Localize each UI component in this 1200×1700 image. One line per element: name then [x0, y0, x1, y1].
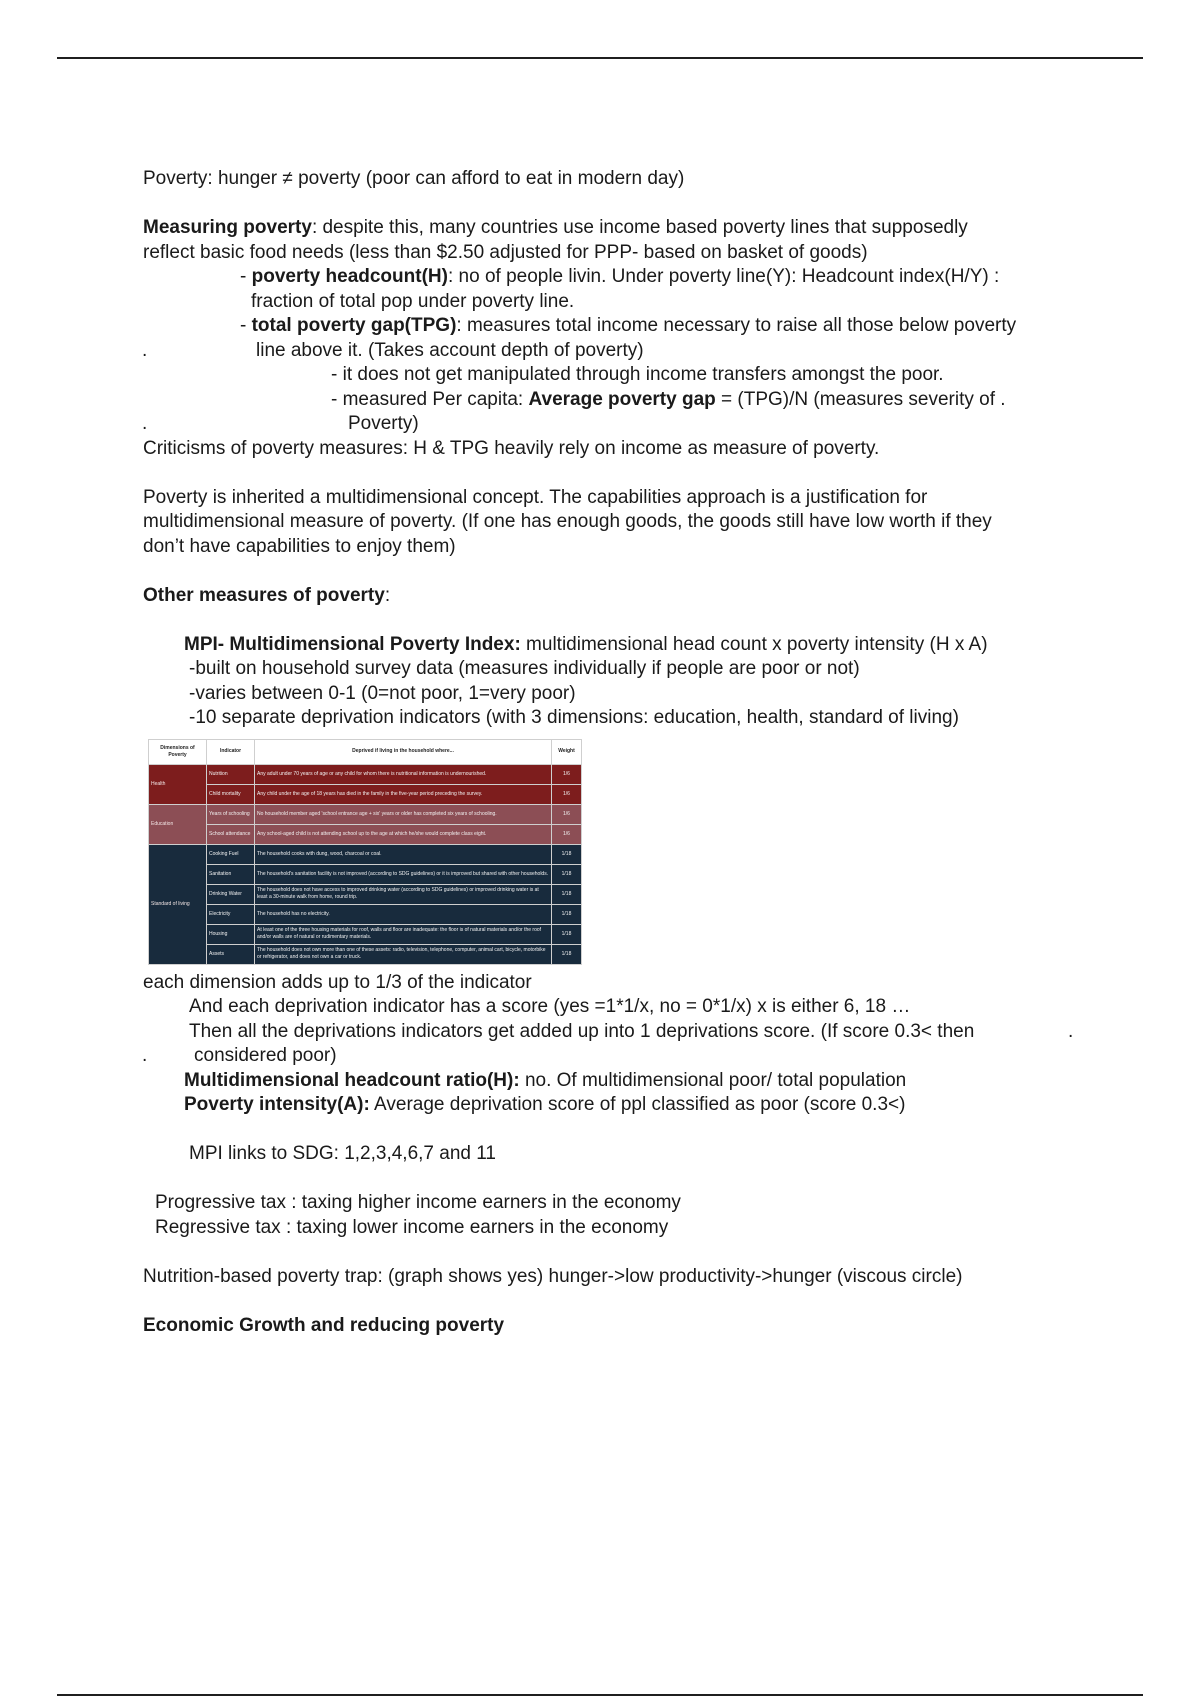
deprivation-cell: The household has no electricity.: [255, 904, 552, 924]
indicator-cell: Housing: [207, 924, 255, 944]
weight-cell: 1/18: [552, 884, 582, 904]
table-row: [149, 924, 582, 944]
table-row: [149, 844, 582, 864]
footer-rule: [57, 1694, 1143, 1696]
line-regressive-tax: Regressive tax : taxing lower income earners in the economy: [155, 1216, 669, 1238]
line-progressive-tax: Progressive tax : taxing higher income earners in the economy: [155, 1192, 681, 1213]
line-mpi-indicators: -10 separate deprivation indicators (with 3 dimensions: education, health, standard of living): [189, 707, 959, 728]
line-not-manipulated: - it does not get manipulated through income transfers amongst the poor.: [331, 364, 944, 385]
text-deprivation-score: Then all the deprivations indicators get added up into 1 deprivations score. (If score 0.3< then: [189, 1020, 975, 1042]
heading-economic-growth: Economic Growth and reducing poverty: [143, 1314, 505, 1336]
line-poverty-hunger: Poverty: hunger ≠ poverty (poor can afford to eat in modern day): [143, 168, 685, 189]
line-considered-poor: [143, 1044, 1103, 1069]
table-row: [149, 944, 582, 964]
dimension-education: Education: [149, 804, 207, 844]
line-fraction-total-pop: fraction of total pop under poverty line.: [251, 290, 575, 312]
weight-cell: 1/6: [552, 784, 582, 804]
deprivation-cell: At least one of the three housing materials for roof, walls and floor are inadequate: the floor is of natural materials and/or the roof and/or walls are of natural or rudimentary materials.: [255, 924, 552, 944]
text-poverty-headcount: : no of people livin. Under poverty line(Y): Headcount index(H/Y) :: [447, 266, 1000, 287]
weight-cell: 1/6: [552, 824, 582, 844]
table-header-dimension: Dimensions of Poverty: [149, 739, 207, 764]
line-total-poverty-gap: [143, 314, 1103, 339]
line-poverty-intensity: [143, 1093, 1103, 1118]
indicator-cell: Drinking Water: [207, 884, 255, 904]
weight-cell: 1/6: [552, 764, 582, 784]
stray-dot: .: [1068, 1020, 1074, 1042]
line-mpi-sdg: MPI links to SDG: 1,2,3,4,6,7 and 11: [189, 1143, 496, 1164]
line-basic-food-needs: reflect basic food needs (less than $2.50 adjusted for PPP- based on basket of goods): [143, 241, 868, 263]
indicator-cell: Sanitation: [207, 864, 255, 884]
term-headcount-ratio: Multidimensional headcount ratio(H):: [184, 1069, 520, 1091]
line-nutrition-trap: Nutrition-based poverty trap: (graph shows yes) hunger->low productivity->hunger (viscous circle): [143, 1265, 963, 1287]
text-colon: :: [384, 584, 391, 606]
deprivation-indicators-table: [148, 739, 582, 965]
line-multidimensional-2: multidimensional measure of poverty. (If one has enough goods, the goods still have low worth if they: [143, 511, 992, 532]
term-total-poverty-gap: total poverty gap(TPG): [251, 315, 457, 336]
deprivation-cell: The household's sanitation facility is not improved (according to SDG guidelines) or it is improved but shared with other households.: [255, 864, 552, 884]
stray-dot: .: [142, 413, 148, 434]
term-other-measures: Other measures of poverty: [143, 584, 385, 606]
line-poverty-headcount: [143, 265, 1103, 290]
line-mpi-range: -varies between 0-1 (0=not poor, 1=very poor): [189, 682, 576, 704]
text-mpi: multidimensional head count x poverty intensity (H x A): [520, 633, 988, 655]
page-content: [143, 167, 1103, 1338]
line-measuring-poverty: [143, 216, 1103, 241]
table-header-weight: Weight: [552, 739, 582, 764]
weight-cell: 1/18: [552, 864, 582, 884]
term-poverty-intensity: Poverty intensity(A):: [184, 1094, 370, 1115]
line-each-dimension: each dimension adds up to 1/3 of the indicator: [143, 971, 532, 993]
table-row: [149, 864, 582, 884]
line-multidimensional-1: Poverty is inherited a multidimensional concept. The capabilities approach is a justification for: [143, 486, 928, 508]
line-mpi-definition: [143, 633, 1103, 658]
deprivation-cell: The household cooks with dung, wood, charcoal or coal.: [255, 844, 552, 864]
text-considered-poor: considered poor): [194, 1045, 337, 1066]
deprivation-cell: Any adult under 70 years of age or any child for whom there is nutritional information is undernourished.: [255, 764, 552, 784]
dimension-health: Health: [149, 764, 207, 804]
line-deprivation-score: [143, 1020, 1103, 1045]
deprivation-cell: Any child under the age of 18 years has died in the family in the five-year period preceding the survey.: [255, 784, 552, 804]
table-header-deprived: Deprived if living in the household where...: [255, 739, 552, 764]
indicator-cell: Electricity: [207, 904, 255, 924]
deprivation-cell: The household does not have access to improved drinking water (according to SDG guidelines) or improved drinking water is at least a 30-minute walk from home, round trip.: [255, 884, 552, 904]
table-row: [149, 784, 582, 804]
text-above-it: line above it. (Takes account depth of poverty): [256, 339, 644, 361]
weight-cell: 1/18: [552, 844, 582, 864]
weight-cell: 1/18: [552, 904, 582, 924]
weight-cell: 1/18: [552, 944, 582, 964]
table-row: [149, 824, 582, 844]
text-headcount-ratio: no. Of multidimensional poor/ total population: [519, 1069, 907, 1091]
line-poverty-close: [143, 412, 1103, 437]
text-poverty-close: Poverty): [348, 413, 419, 434]
deprivation-cell: The household does not own more than one of these assets: radio, television, telephone, computer, animal cart, bicycle, motorbike or refrigerator, and does not own a car or truck.: [255, 944, 552, 964]
line-criticisms: Criticisms of poverty measures: H & TPG heavily rely on income as measure of poverty.: [143, 437, 880, 459]
term-measuring-poverty: Measuring poverty: [143, 217, 312, 238]
weight-cell: 1/6: [552, 804, 582, 824]
term-poverty-headcount: poverty headcount(H): [251, 266, 448, 287]
bullet-dash: -: [240, 315, 252, 336]
table-row: [149, 804, 582, 824]
indicator-cell: Cooking Fuel: [207, 844, 255, 864]
text-poverty-intensity: Average deprivation score of ppl classified as poor (score 0.3<): [369, 1094, 906, 1115]
table-header-row: [149, 739, 582, 764]
text-average-poverty-gap: = (TPG)/N (measures severity of .: [715, 388, 1006, 410]
bullet-dash: -: [240, 266, 252, 287]
indicator-cell: Years of schooling: [207, 804, 255, 824]
text-per-capita: - measured Per capita:: [331, 388, 529, 410]
stray-dot: .: [142, 1045, 148, 1066]
term-average-poverty-gap: Average poverty gap: [528, 388, 716, 410]
table-row: [149, 884, 582, 904]
deprivation-cell: Any school-aged child is not attending school up to the age at which he/she would complete class eight.: [255, 824, 552, 844]
indicator-cell: Nutrition: [207, 764, 255, 784]
header-rule: [57, 57, 1143, 59]
indicator-cell: Assets: [207, 944, 255, 964]
term-mpi: MPI- Multidimensional Poverty Index:: [184, 633, 521, 655]
line-indicator-score: And each deprivation indicator has a score (yes =1*1/x, no = 0*1/x) x is either 6, 18 …: [189, 996, 911, 1017]
indicator-cell: Child mortality: [207, 784, 255, 804]
indicator-cell: School attendance: [207, 824, 255, 844]
line-average-poverty-gap: [143, 388, 1103, 413]
text-measuring-poverty: : despite this, many countries use income based poverty lines that supposedly: [311, 217, 968, 238]
line-above-it: [143, 339, 1103, 364]
table-row: [149, 904, 582, 924]
table-row: [149, 764, 582, 784]
line-multidimensional-3: don’t have capabilities to enjoy them): [143, 535, 456, 557]
line-mpi-survey: -built on household survey data (measures individually if people are poor or not): [189, 658, 860, 679]
heading-other-measures: [143, 584, 1103, 609]
line-headcount-ratio: [143, 1069, 1103, 1094]
table-header-indicator: Indicator: [207, 739, 255, 764]
dimension-standard-of-living: Standard of living: [149, 844, 207, 964]
text-total-poverty-gap: : measures total income necessary to raise all those below poverty: [456, 315, 1017, 336]
deprivation-cell: No household member aged 'school entrance age + six' years or older has completed six years of schooling.: [255, 804, 552, 824]
weight-cell: 1/18: [552, 924, 582, 944]
stray-dot: .: [142, 339, 148, 361]
